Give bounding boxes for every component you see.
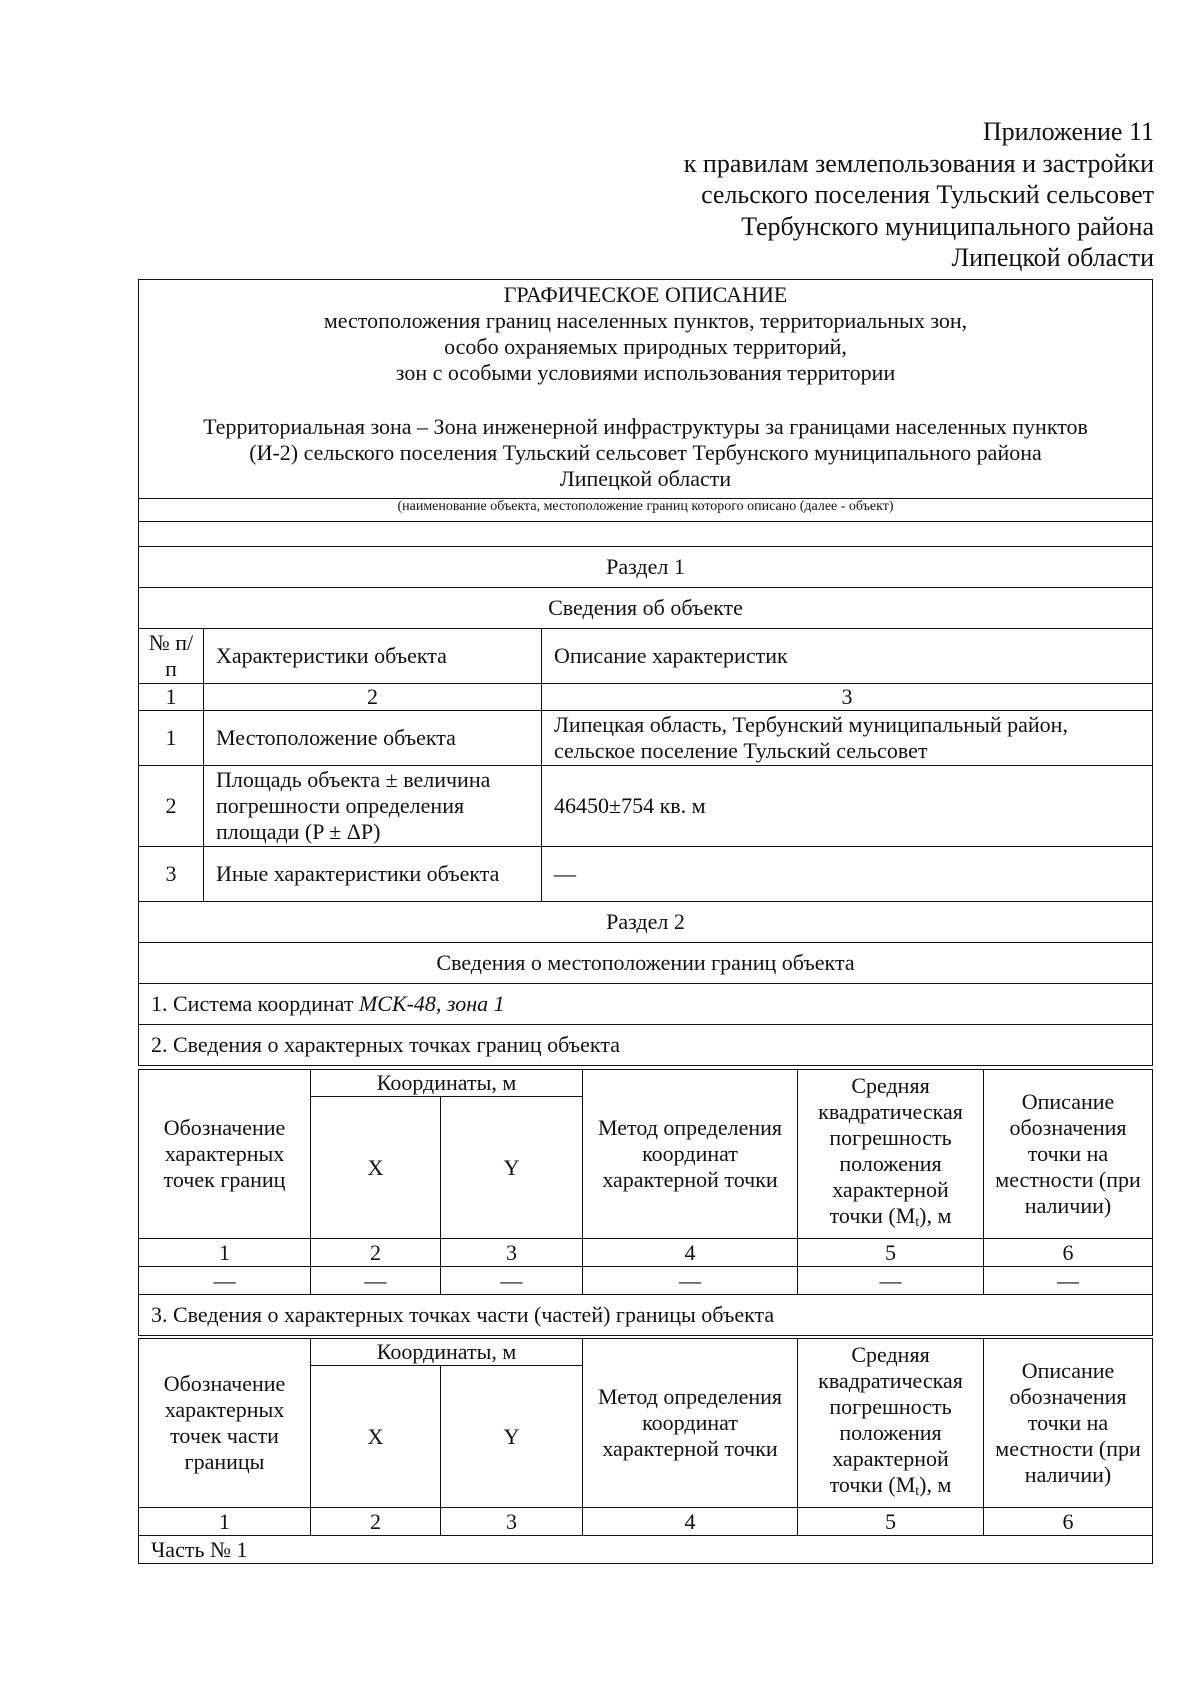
col-index: 2 [204, 684, 542, 711]
description-header: Описание обозначения точки на местности (при наличии) [984, 1070, 1153, 1239]
coords-header: Координаты, м [311, 1339, 583, 1366]
appendix-line: сельского поселения Тульский сельсовет [701, 180, 1154, 209]
col-index: 6 [984, 1239, 1153, 1267]
section2-title: Раздел 2 [139, 902, 1153, 943]
col-index: 1 [139, 1239, 311, 1267]
row-characteristic: Площадь объекта ± величина погрешности определения площади (P ± ΔP) [204, 766, 542, 847]
appendix-line: к правилам землепользования и застройки [683, 148, 1154, 178]
col-index: 2 [311, 1508, 441, 1536]
col-number-header: № п/п [139, 629, 204, 684]
description-header: Описание обозначения точки на местности (при наличии) [984, 1339, 1153, 1508]
row-characteristic: Местоположение объекта [204, 711, 542, 766]
coordinate-system [139, 984, 1153, 1025]
document-title-block [139, 280, 1153, 499]
row-number: 3 [139, 847, 204, 902]
error-header: Средняя квадратическая погрешность положения характерной точки $(M_t)$, м [798, 1070, 984, 1239]
section1-subtitle: Сведения об объекте [139, 588, 1153, 629]
col-index: 1 [139, 684, 204, 711]
col-index: 4 [583, 1239, 798, 1267]
coordinate-system-label: 1. Система координат [151, 991, 359, 1016]
method-header: Метод определения координат характерной точки [583, 1339, 798, 1508]
parts-title: 3. Сведения о характерных точках части (частей) границы объекта [139, 1295, 1153, 1336]
subtitle-line: особо охраняемых природных территорий, [444, 334, 847, 359]
col-index: 3 [542, 684, 1153, 711]
row-characteristic: Иные характеристики объекта [204, 847, 542, 902]
table-row [139, 711, 1153, 766]
table-cell: — [583, 1267, 798, 1295]
coords-header: Координаты, м [311, 1070, 583, 1097]
row-number: 1 [139, 711, 204, 766]
parts-table [138, 1338, 1153, 1564]
col-index: 2 [311, 1239, 441, 1267]
table-cell: — [441, 1267, 583, 1295]
points-title: 2. Сведения о характерных точках границ объекта [139, 1025, 1153, 1066]
x-header: X [311, 1097, 441, 1239]
appendix-header [684, 116, 1154, 274]
table-row [139, 1267, 1153, 1295]
object-name-line: Территориальная зона – Зона инженерной инфраструктуры за границами населенных пунктов [203, 414, 1088, 439]
col-index: 1 [139, 1508, 311, 1536]
table-cell: — [798, 1267, 984, 1295]
document-title: ГРАФИЧЕСКОЕ ОПИСАНИЕ [503, 282, 788, 307]
object-note: (наименование объекта, местоположение границ которого описано (далее - объект) [139, 499, 1153, 522]
object-name-line: (И-2) сельского поселения Тульский сельсовет Тербунского муниципального района [249, 440, 1042, 465]
row-number: 2 [139, 766, 204, 847]
appendix-line: Тербунского муниципального района [741, 211, 1154, 241]
row-description: Липецкая область, Тербунский муниципальный район, сельское поселение Тульский сельсовет [542, 711, 1153, 766]
table-row [139, 766, 1153, 847]
coordinate-system-value: МСК-48, зона 1 [358, 991, 505, 1016]
method-header: Метод определения координат характерной точки [583, 1070, 798, 1239]
table-cell: — [984, 1267, 1153, 1295]
y-header: Y [441, 1366, 583, 1508]
table-row [139, 847, 1153, 902]
col-index: 6 [984, 1508, 1153, 1536]
table-cell: — [311, 1267, 441, 1295]
section1-title: Раздел 1 [139, 547, 1153, 588]
error-header: Средняя квадратическая погрешность положения характерной точки $(M_t)$, м [798, 1339, 984, 1508]
section2-subtitle: Сведения о местоположении границ объекта [139, 943, 1153, 984]
appendix-line: Приложение 11 [982, 117, 1154, 146]
subtitle-line: местоположения границ населенных пунктов, территориальных зон, [323, 308, 968, 333]
subtitle-line: зон с особыми условиями использования территории [395, 360, 896, 385]
row-description: 46450±754 кв. м [542, 766, 1153, 847]
appendix-line: Липецкой области [951, 243, 1154, 272]
row-description: — [542, 847, 1153, 902]
spacer-row [139, 522, 1153, 547]
col-index: 5 [798, 1239, 984, 1267]
part-label: Часть № 1 [139, 1536, 1153, 1564]
designation-part-header: Обозначение характерных точек части границы [139, 1339, 311, 1508]
x-header: X [311, 1366, 441, 1508]
points-table [138, 1069, 1153, 1336]
col-index: 5 [798, 1508, 984, 1536]
col-index: 4 [583, 1508, 798, 1536]
table-cell: — [139, 1267, 311, 1295]
col-characteristics-header: Характеристики объекта [204, 629, 542, 684]
col-index: 3 [441, 1239, 583, 1267]
object-name-line: Липецкой области [559, 466, 732, 491]
designation-header: Обозначение характерных точек границ [139, 1070, 311, 1239]
col-index: 3 [441, 1508, 583, 1536]
y-header: Y [441, 1097, 583, 1239]
col-description-header: Описание характеристик [542, 629, 1153, 684]
object-table [138, 279, 1153, 1066]
